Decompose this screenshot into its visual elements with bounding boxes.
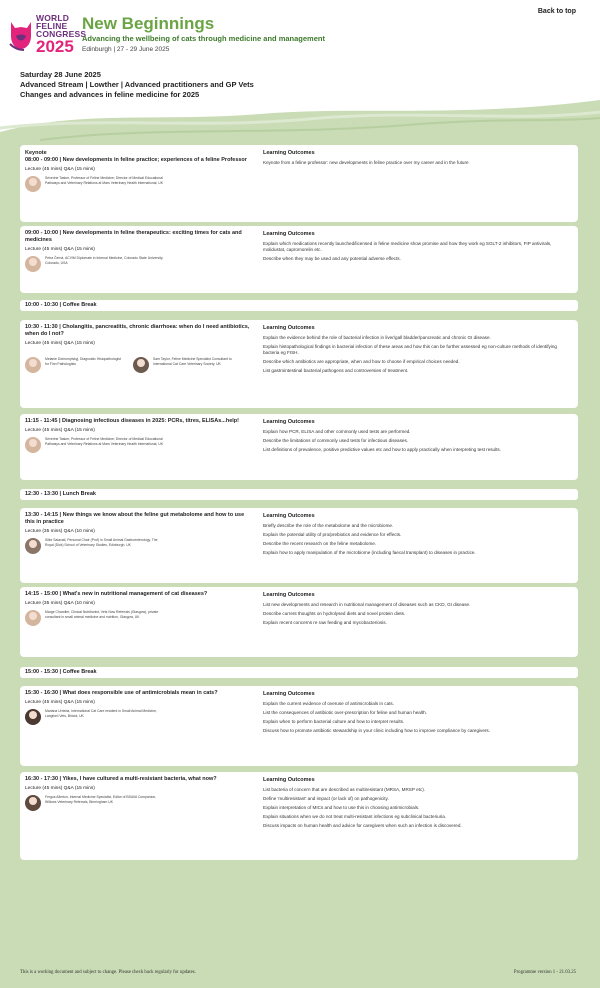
learning-outcome: Explain situations when we do not treat multi-resistant infections eg subclinical bacteriuria. [263,814,447,819]
session-card [20,145,578,222]
learning-outcome: List definitions of prevalence, positive predictive values etc and how to apply practically when interpreting test results. [263,447,501,452]
session-format: Lecture (45 mins) Q&A (15 mins) [25,786,95,792]
session-card [20,320,578,408]
speaker-avatar [25,357,41,373]
session-title: 10:30 - 11:30 | Cholangitis, pancreatitis, chronic diarrhoea: when do I need antibiotics, when do I not? [25,324,250,338]
logo-line-world: WORLD [36,13,70,23]
session-title: 15:30 - 16:30 | What does responsible use of antimicrobials mean in cats? [25,690,218,696]
session-card [20,686,578,766]
learning-outcome: Describe the recent research on the feline metabolome. [263,541,377,546]
session-format: Lecture (45 mins) Q&A (15 mins) [25,167,95,173]
speaker-avatar [133,357,149,373]
learning-outcome: Explain interpretation of MICs and how to use this in choosing antimicrobials. [263,805,420,810]
speaker-avatar [25,256,41,272]
session-card [20,587,578,657]
learning-outcome: Describe current thoughts on hydrolysed diets and novel protein diets. [263,611,406,616]
session-title: 14:15 - 15:00 | What's new in nutritional management of cat diseases? [25,591,208,597]
session-title: 11:15 - 11:45 | Diagnosing infectious diseases in 2025: PCRs, titres, ELISAs...help! [25,418,239,424]
coffee-break-bar: 10:00 - 10:30 | Coffee Break [20,300,578,311]
lunch-break-bar: 12:30 - 13:30 | Lunch Break [20,489,578,500]
speaker-avatar [25,795,41,811]
learning-outcome: Explain which medications recently launched/licensed in feline medicine show promise and how they work eg SGLT-2 inhibitors, FIP antivirals, molidustat, capromorelin etc. [263,241,552,252]
session-format: Lecture (45 mins) Q&A (15 mins) [25,428,95,434]
learning-outcome: Explain the potential utility of pro/prebiotics and evidence for effects. [263,532,402,537]
logo-line-feline: FELINE [36,21,68,31]
speaker [25,357,125,373]
speaker [25,437,165,453]
learning-outcome: Describe when they may be used and any potential adverse effects. [263,256,401,261]
session-title: 09:00 - 10:00 | New developments in feline therapeutics: exciting times for cats and medicines [25,230,242,244]
logo-line-congress: CONGRESS [36,29,87,39]
speaker [25,610,165,626]
speaker [25,709,165,725]
session-title: 16:30 - 17:30 | Yikes, I have cultured a multi-resistant bacteria, what now? [25,776,217,782]
session-title: 08:00 - 09:00 | New developments in feline practice; experiences of a feline Professor [25,157,247,163]
logo-wordmark [36,14,86,56]
learning-outcome: Define 'multiresistant' and impact (or lack of) on pathogenicity. [263,796,389,801]
brush-stroke-decoration [0,92,600,152]
speaker-avatar [25,437,41,453]
session-title: 13:30 - 14:15 | New things we know about the feline gut metabolome and how to use this in practice [25,512,245,526]
learning-outcome: Briefly describe the role of the metabolome and the microbiome. [263,523,394,528]
speaker-avatar [25,709,41,725]
footer-version: Programme version 1 - 21.03.25 [513,970,576,975]
speaker-bio: Petra Černá, ACVIM Diplomate in Internal Medicine, Colorado State University, Colorado, USA [45,256,164,265]
speaker-bio: Fergus Allerton, Internal Medicine Specialist, Editor of BSAVA Companion, Willows Veterinary Referrals, Birmingham UK [45,795,157,804]
learning-outcome: Describe which antibiotics are appropriate, when and how to choose if empirical choices needed. [263,359,460,364]
speaker-bio: Mariana Urrieda, International Cat Care resident in Small Animal Medicine, Langford Vets, Bristol, UK [45,709,157,718]
learning-outcomes-heading: Learning Outcomes [263,150,315,156]
programme-stream: Advanced Stream | Lowther | Advanced practitioners and GP Vets [20,80,254,89]
session-kicker: Keynote [25,150,47,156]
session-format: Lecture (45 mins) Q&A (15 mins) [25,700,95,706]
learning-outcome: Keynote from a feline professor: new developments in feline practice over my career and in the future [263,160,469,165]
speaker-avatar [25,176,41,192]
learning-outcomes-heading: Learning Outcomes [263,325,315,331]
learning-outcome: List gastrointestinal bacterial pathogens and controversies of treatment. [263,368,409,373]
event-place-date: Edinburgh | 27 - 29 June 2025 [82,46,170,53]
cat-logo-icon [8,16,34,52]
event-title: New Beginnings [82,14,215,33]
learning-outcomes-heading: Learning Outcomes [263,592,315,598]
learning-outcome: Explain recent concerns re raw feeding and mycobacteriosis. [263,620,387,625]
speaker-bio: Sam Taylor, Feline Medicine Specialist Consultant to International Cat Care Veterinary Society, UK [153,357,232,366]
programme-theme: Changes and advances in feline medicine for 2025 [20,90,200,99]
learning-outcome: List the consequences of antibiotic over-prescription for feline and human health. [263,710,427,715]
speaker-bio: Silke Salavati, Personal Chair (Prof) in Small Animal Gastroenterology, The Royal (Dick) School of Veterinary Studies, Edinburgh, UK [45,538,158,547]
learning-outcome: Explain the current evidence of overuse of antimicrobials in cats. [263,701,394,706]
learning-outcome: Discuss how to promote antibiotic stewardship in your clinic including how to improve compliance by caregivers. [263,728,490,733]
learning-outcomes-heading: Learning Outcomes [263,231,315,237]
speaker-avatar [25,538,41,554]
speaker-avatar [25,610,41,626]
footer-disclaimer: This is a working document and subject to change. Please check back regularly for updates. [20,970,196,975]
learning-outcome: Explain how to apply manipulation of the microbiome (including faecal transplant) to diseases in practice. [263,550,476,555]
learning-outcome: List bacteria of concern that are described as multiresistant (MRSA, MRSP etc). [263,787,426,792]
speaker [25,538,165,554]
session-format: Lecture (35 mins) Q&A (10 mins) [25,529,95,535]
learning-outcome: Describe the limitations of commonly used tests for infectious diseases. [263,438,409,443]
session-format: Lecture (45 mins) Q&A (15 mins) [25,247,95,253]
session-card [20,508,578,583]
event-subtitle: Advancing the wellbeing of cats through medicine and management [82,34,325,43]
speaker [25,256,165,272]
coffee-break-bar: 15:00 - 15:30 | Coffee Break [20,667,578,678]
learning-outcome: Explain histopathological findings in bacterial infection of these areas and how this can be further assessed eg non-culture methods of identifying bacteria eg FISH. [263,344,557,355]
learning-outcome: Explain how PCR, ELISA and other commonly used tests are performed. [263,429,411,434]
logo-year: 2025 [36,37,74,56]
speaker-bio: Melanie Dobromylskyj, Diagnostic Histopathologist for Finn Pathologists [45,357,121,366]
session-format: Lecture (45 mins) Q&A (15 mins) [25,341,95,347]
session-format: Lecture (35 mins) Q&A (10 mins) [25,601,95,607]
speaker [25,795,165,811]
speaker [25,176,165,192]
learning-outcomes-heading: Learning Outcomes [263,777,315,783]
session-card [20,226,578,293]
speaker-bio: Séverine Tasker, Professor of Feline Medicine; Director of Medical Educational Pathways and Veterinary Relations at Mars Veterinary Health International, UK [45,437,163,446]
programme-date: Saturday 28 June 2025 [20,70,101,79]
back-to-top-link[interactable]: Back to top [537,8,576,15]
learning-outcomes-heading: Learning Outcomes [263,419,315,425]
learning-outcome: List new developments and research in nutritional management of diseases such as CKD, GI disease. [263,602,471,607]
learning-outcome: Discuss impacts on human health and advice for caregivers when such an infection is discovered. [263,823,462,828]
speaker [133,357,243,373]
session-card [20,414,578,480]
learning-outcome: Explain the evidence behind the role of bacterial infection in liver/gall bladder/pancreatic and chronic GI disease. [263,335,491,340]
learning-outcomes-heading: Learning Outcomes [263,691,315,697]
learning-outcomes-heading: Learning Outcomes [263,513,315,519]
congress-logo [8,13,87,56]
session-card [20,772,578,860]
learning-outcome: Explain when to perform bacterial culture and how to interpret results. [263,719,405,724]
speaker-bio: Séverine Tasker, Professor of Feline Medicine; Director of Medical Educational Pathways and Veterinary Relations at Mars Veterinary Health International, UK [45,176,163,185]
speaker-bio: Marge Chandler, Clinical Nutritionist, Vets Now Referrals (Glasgow), private consultant in small animal medicine and nutrition, Glasgow, UK [45,610,159,619]
programme-heading [20,70,254,100]
